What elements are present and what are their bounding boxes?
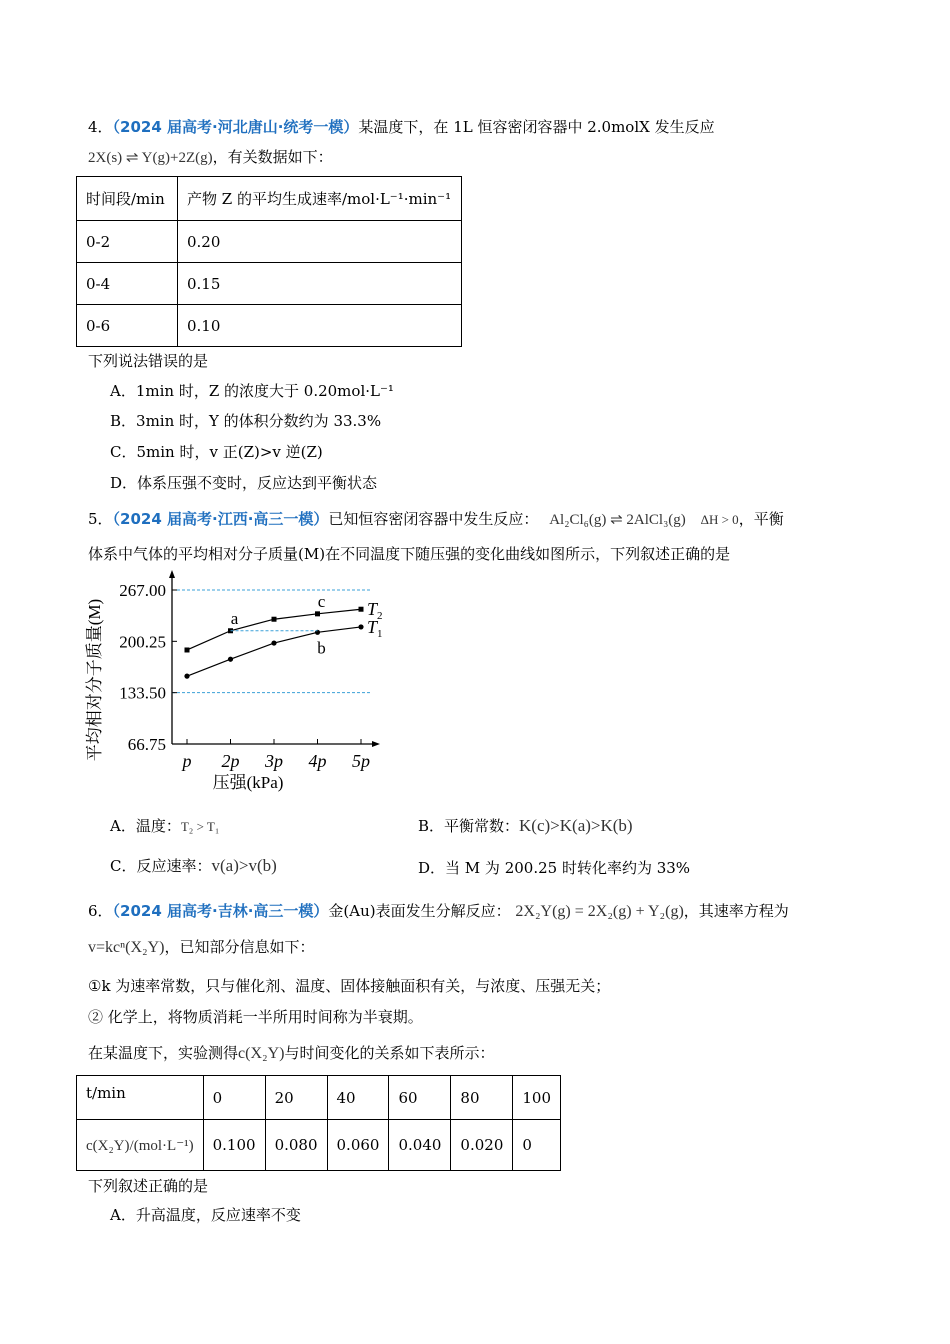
table-cell: 0.15 bbox=[178, 263, 462, 305]
table-cell: 0 bbox=[203, 1076, 265, 1120]
table-cell: 60 bbox=[389, 1076, 451, 1120]
q4-stem-line bbox=[88, 116, 715, 137]
chart-y-tick-label: 200.25 bbox=[119, 632, 166, 652]
chart-x-tick-label: 4p bbox=[308, 751, 327, 771]
table-header-row bbox=[77, 177, 462, 221]
q5-option-d: D．当 M 为 200.25 时转化率约为 33% bbox=[418, 859, 691, 877]
table-row bbox=[77, 1120, 561, 1171]
table-cell: 0.020 bbox=[451, 1120, 513, 1171]
chart-y-axis-label: 平均相对分子质量(M) bbox=[85, 598, 104, 762]
q5-source: （2024 届高考·江西·高三一模） bbox=[112, 510, 329, 528]
table-cell: 0.080 bbox=[265, 1120, 327, 1171]
chart-point bbox=[315, 611, 320, 616]
table-cell: 0.040 bbox=[389, 1120, 451, 1171]
q5-option-c bbox=[110, 855, 277, 876]
table-cell: 100 bbox=[513, 1076, 561, 1120]
table-row bbox=[77, 1076, 561, 1120]
q5-option-c-expr: v(a)>v(b) bbox=[211, 856, 277, 875]
q4-data-table bbox=[76, 176, 462, 347]
q5-option-a-expr: T₂ > T₁ bbox=[180, 819, 220, 834]
chart-x-tick-label: p bbox=[182, 751, 192, 771]
q6-info1: ①k 为速率常数，只与催化剂、温度、固体接触面积有关，与浓度、压强无关； bbox=[88, 977, 611, 995]
q4-prompt: 下列说法错误的是 bbox=[88, 352, 209, 370]
q6-number: 6． bbox=[88, 902, 113, 920]
chart-y-tick-label: 267.00 bbox=[119, 581, 166, 600]
q5-reaction: Al₂Cl₆(g) ⇌ 2AlCl₃(g) bbox=[549, 512, 686, 528]
q4-option-a: A．1min 时，Z 的浓度大于 0.20mol·L⁻¹ bbox=[110, 382, 394, 400]
q4-option-c: C．5min 时，v 正(Z)>v 逆(Z) bbox=[110, 443, 323, 461]
q5-option-b bbox=[418, 815, 633, 836]
q5-stem-line2: 体系中气体的平均相对分子质量(M)在不同温度下随压强的变化曲线如图所示，下列叙述正确的是 bbox=[88, 545, 731, 563]
q6-rate-line bbox=[88, 936, 315, 957]
q4-option-d: D．体系压强不变时，反应达到平衡状态 bbox=[110, 474, 378, 492]
chart-point bbox=[184, 674, 189, 679]
q5-number: 5． bbox=[88, 510, 113, 528]
q6-option-a: A．升高温度，反应速率不变 bbox=[110, 1206, 301, 1224]
q5-option-b-expr: K(c)>K(a)>K(b) bbox=[519, 816, 633, 835]
q5-chart bbox=[80, 570, 400, 795]
table-cell: 0-6 bbox=[77, 305, 178, 347]
q5-option-a-label: A．温度： bbox=[110, 817, 181, 835]
table-cell: 0-2 bbox=[77, 221, 178, 263]
chart-point bbox=[358, 624, 363, 629]
chart-point bbox=[359, 607, 364, 612]
table-cell: 80 bbox=[451, 1076, 513, 1120]
q6-reaction: 2X₂Y(g) = 2X₂(g) + Y₂(g) bbox=[515, 903, 684, 920]
q4-after-reaction: ，有关数据如下： bbox=[212, 148, 333, 166]
chart-point bbox=[271, 640, 276, 645]
q6-rate-tail: ，已知部分信息如下： bbox=[164, 938, 315, 956]
chart-point bbox=[185, 647, 190, 652]
table-cell: 0-4 bbox=[77, 263, 178, 305]
q5-stem-tail: ，平衡 bbox=[738, 510, 784, 528]
chart-point bbox=[272, 617, 277, 622]
table-cell: 0.10 bbox=[178, 305, 462, 347]
q5-option-b-label: B．平衡常数： bbox=[418, 817, 520, 835]
q6-table-intro bbox=[88, 1042, 494, 1063]
table-cell: 20 bbox=[265, 1076, 327, 1120]
chart-x-axis-label: 压强(kPa) bbox=[212, 773, 284, 792]
table-header-cell: 产物 Z 的平均生成速率/mol·L⁻¹·min⁻¹ bbox=[178, 177, 462, 221]
q6-data-table bbox=[76, 1075, 561, 1171]
q4-number: 4． bbox=[88, 118, 113, 136]
table-header-cell: 时间段/min bbox=[77, 177, 178, 221]
chart-y-axis-arrow bbox=[169, 570, 175, 578]
q6-source: （2024 届高考·吉林·高三一模） bbox=[112, 902, 329, 920]
q6-table-intro-b: 与时间变化的关系如下表所示： bbox=[284, 1044, 495, 1062]
q6-stem: 金(Au)表面发生分解反应： bbox=[328, 902, 511, 920]
q5-stem: 已知恒容密闭容器中发生反应： bbox=[328, 510, 539, 528]
q5-option-c-label: C．反应速率： bbox=[110, 857, 212, 875]
chart-y-tick-label: 133.50 bbox=[119, 683, 166, 703]
q6-stem-tail: ，其速率方程为 bbox=[683, 902, 789, 920]
q4-reaction: 2X(s) ⇌ Y(g)+2Z(g) bbox=[88, 150, 213, 166]
q5-dh: ΔH > 0 bbox=[700, 512, 739, 527]
table-cell: 0.20 bbox=[178, 221, 462, 263]
q6-info2: ② 化学上，将物质消耗一半所用时间称为半衰期。 bbox=[88, 1008, 423, 1026]
q4-stem: 某温度下，在 1L 恒容密闭容器中 2.0molX 发生反应 bbox=[358, 118, 715, 136]
q6-rate-eq: v=kcⁿ(X₂Y) bbox=[88, 939, 165, 956]
table-cell: 0 bbox=[513, 1120, 561, 1171]
table-cell: 40 bbox=[327, 1076, 389, 1120]
q4-reaction-line bbox=[88, 146, 333, 167]
chart-point-annotation: b bbox=[317, 638, 326, 658]
q4-source: （2024 届高考·河北唐山·统考一模） bbox=[112, 118, 359, 136]
chart-x-tick-label: 3p bbox=[265, 751, 283, 771]
q6-table-intro-a: 在某温度下，实验测得 bbox=[88, 1044, 239, 1062]
table-cell: 0.100 bbox=[203, 1120, 265, 1171]
chart-x-tick-label: 5p bbox=[352, 751, 370, 771]
table-header-cell: t/min bbox=[77, 1076, 204, 1120]
q4-option-b: B．3min 时，Y 的体积分数约为 33.3% bbox=[110, 412, 382, 430]
chart-series-line-t1 bbox=[187, 627, 361, 676]
chart-series-label: $T_1$ bbox=[367, 616, 383, 640]
q6-stem-line bbox=[88, 900, 789, 921]
table-cell: 0.060 bbox=[327, 1120, 389, 1171]
table-row bbox=[77, 263, 462, 305]
chart-point bbox=[228, 657, 233, 662]
chart-series-label: $T_2$ bbox=[367, 599, 383, 623]
q6-table-intro-expr: c(X₂Y) bbox=[238, 1045, 285, 1062]
q5-stem-line bbox=[88, 508, 784, 529]
q5-option-a bbox=[110, 815, 219, 836]
chart-x-tick-label: 2p bbox=[221, 751, 240, 771]
chart-x-axis-arrow bbox=[372, 741, 380, 747]
chart-point-annotation: a bbox=[230, 608, 239, 628]
q6-prompt: 下列叙述正确的是 bbox=[88, 1177, 209, 1195]
table-header-cell: c(X₂Y)/(mol·L⁻¹) bbox=[77, 1120, 204, 1171]
table-row bbox=[77, 305, 462, 347]
chart-point-annotation: c bbox=[317, 591, 326, 611]
table-row bbox=[77, 221, 462, 263]
chart-y-tick-label: 66.75 bbox=[127, 735, 166, 754]
